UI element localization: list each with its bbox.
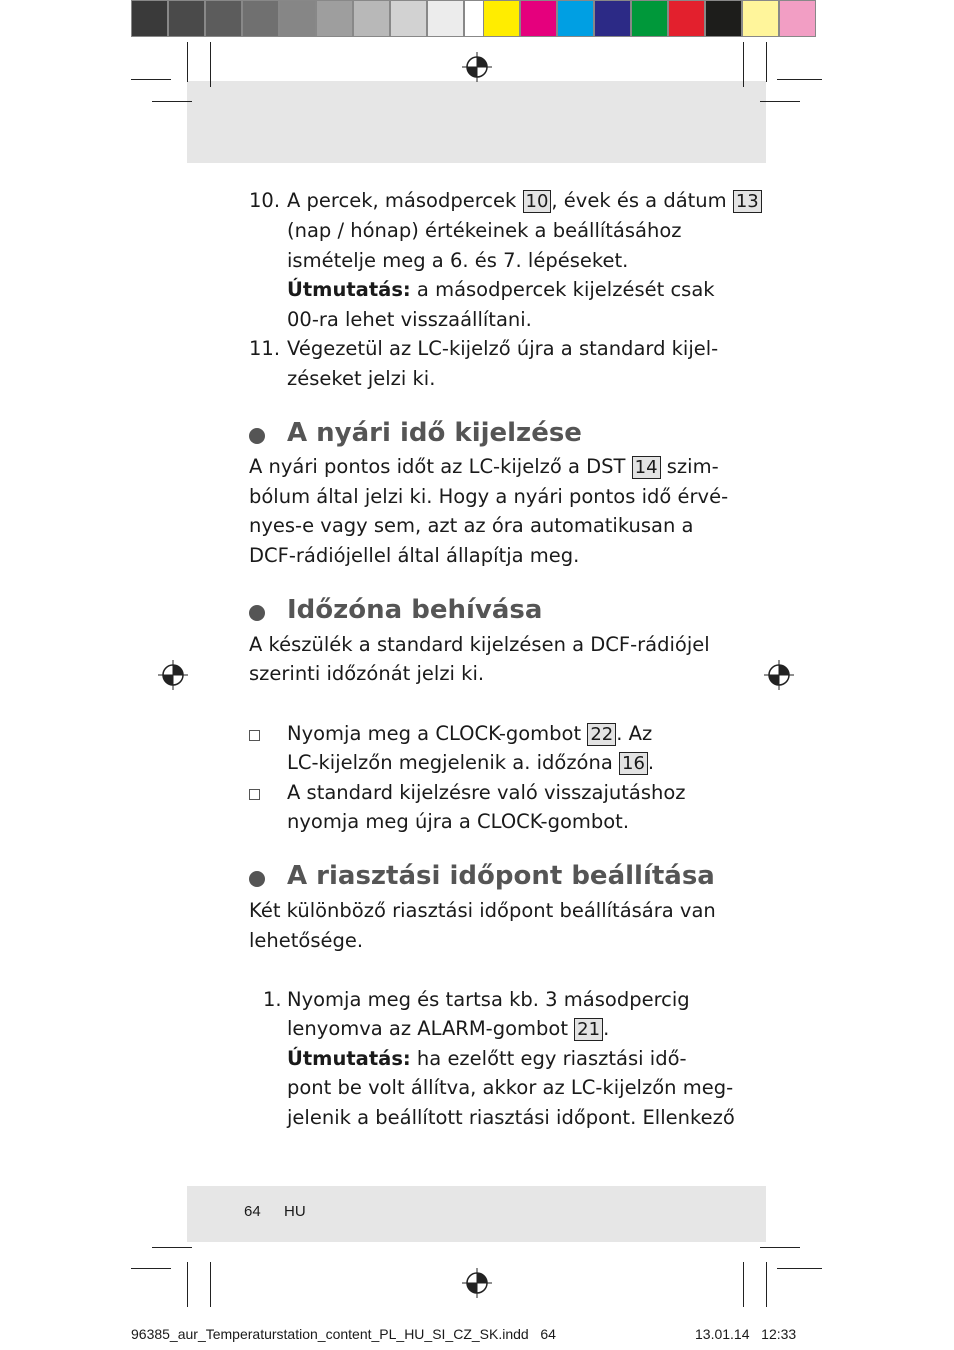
crop-mark [210,42,211,87]
crop-mark [152,1247,192,1248]
section-1-line-2: bólum által jelzi ki. Hogy a nyári pontos idő érvé- [249,485,729,508]
text-segment: ha ezelőtt egy riasztási idő- [410,1047,687,1070]
ref-box: 10 [523,190,552,213]
crop-mark [131,1268,171,1269]
text-segment: . [603,1017,610,1040]
crop-mark [152,101,192,102]
crop-mark [760,101,800,102]
ref-box: 13 [733,190,762,213]
section-heading: Időzóna behívása [287,595,543,625]
color-swatch [668,0,705,37]
gray-swatch [168,0,205,37]
ref-box: 22 [587,723,616,746]
crop-mark [743,42,744,87]
footer-band [187,1186,766,1242]
text-segment: szim- [660,455,719,478]
ref-box: 16 [619,752,648,775]
section-heading: A nyári idő kijelzése [287,418,582,448]
registration-mark-icon [158,660,188,690]
crop-mark [777,79,822,80]
step-number: 10. [249,189,281,212]
crop-mark [187,1262,188,1307]
section-2-line-2: szerinti időzónát jelzi ki. [249,662,485,685]
gray-swatch [131,0,168,37]
registration-mark-icon [462,52,492,82]
color-swatch [483,0,520,37]
step-10-line-1 [287,186,762,216]
ref-box: 14 [632,456,661,479]
crop-mark [766,1262,767,1307]
crop-mark [743,1262,744,1307]
text-segment: A nyári pontos időt az LC-kijelző a DST [249,455,632,478]
step-number: 11. [249,337,281,360]
alarm-note-line-2: pont be volt állítva, akkor az LC-kijelzőn meg- [287,1076,734,1099]
alarm-step-line-2 [287,1014,609,1044]
ref-box: 21 [574,1018,603,1041]
color-swatch [779,0,816,37]
text-segment: , évek és a dátum [551,189,733,212]
bullet-2-line-1: A standard kijelzésre való visszajutáshoz [287,781,686,804]
note-label: Útmutatás: [287,278,411,301]
section-3-line-1: Két különböző riasztási időpont beállítására van [249,899,716,922]
color-swatch [557,0,594,37]
color-swatch [520,0,557,37]
section-2-line-1: A készülék a standard kijelzésen a DCF-rádiójel [249,633,710,656]
page-number: 64 [244,1203,261,1220]
step-11-line-2: zéseket jelzi ki. [287,367,436,390]
step-10-line-2: (nap / hónap) értékeinek a beállításához [287,219,682,242]
step-11-line-1: Végezetül az LC-kijelző újra a standard kijel- [287,337,719,360]
text-segment: LC-kijelzőn megjelenik a. időzóna [287,751,619,774]
color-swatch [631,0,668,37]
slug-filename: 96385_aur_Temperaturstation_content_PL_HU_SI_CZ_SK.indd 64 [131,1326,556,1342]
checkbox-bullet-icon [249,789,260,800]
text-segment: lenyomva az ALARM-gombot [287,1017,575,1040]
gray-swatch [279,0,316,37]
section-3-line-2: lehetősége. [249,929,364,952]
bullet-1-line-2 [287,748,654,778]
text-segment: a másodpercek kijelzését csak [410,278,715,301]
crop-mark [760,1247,800,1248]
slug-date: 13.01.14 12:33 [695,1326,797,1342]
header-band [187,81,766,163]
alarm-note-line-1 [287,1044,687,1074]
step-10-note [287,275,715,305]
registration-mark-icon [764,660,794,690]
note-label: Útmutatás: [287,1047,411,1070]
registration-mark-icon [462,1268,492,1298]
section-1-line-4: DCF-rádiójellel által állapítja meg. [249,544,580,567]
checkbox-bullet-icon [249,730,260,741]
color-swatch [742,0,779,37]
crop-mark [131,79,171,80]
grayscale-calibration-bar [131,0,501,39]
gray-swatch [390,0,427,37]
text-segment: A percek, másodpercek [287,189,523,212]
color-swatch [594,0,631,37]
heading-bullet-icon [249,871,265,887]
bullet-2-line-2: nyomja meg újra a CLOCK-gombot. [287,810,630,833]
text-segment: . [647,751,655,774]
alarm-step-line-1: Nyomja meg és tartsa kb. 3 másodpercig [287,988,690,1011]
step-10-note-line-2: 00-ra lehet visszaállítani. [287,308,532,331]
step-10-line-3: ismételje meg a 6. és 7. lépéseket. [287,249,629,272]
text-segment: . Az [616,722,653,745]
gray-swatch [353,0,390,37]
gray-swatch [205,0,242,37]
step-number: 1. [263,988,282,1011]
heading-bullet-icon [249,605,265,621]
crop-mark [777,1268,822,1269]
text-segment: Nyomja meg a CLOCK-gombot [287,722,588,745]
alarm-note-line-3: jelenik a beállított riasztási időpont. Ellenkező [287,1106,735,1129]
section-1-line-3: nyes-e vagy sem, azt az óra automatikusan a [249,514,694,537]
crop-mark [210,1262,211,1307]
page-language: HU [284,1203,306,1220]
gray-swatch [316,0,353,37]
crop-mark [187,42,188,82]
color-swatch [705,0,742,37]
color-calibration-bar [483,0,816,39]
crop-mark [766,42,767,82]
heading-bullet-icon [249,428,265,444]
bullet-1-line-1 [287,719,652,749]
gray-swatch [427,0,464,37]
section-1-line-1 [249,452,719,482]
section-heading: A riasztási időpont beállítása [287,861,715,891]
gray-swatch [242,0,279,37]
